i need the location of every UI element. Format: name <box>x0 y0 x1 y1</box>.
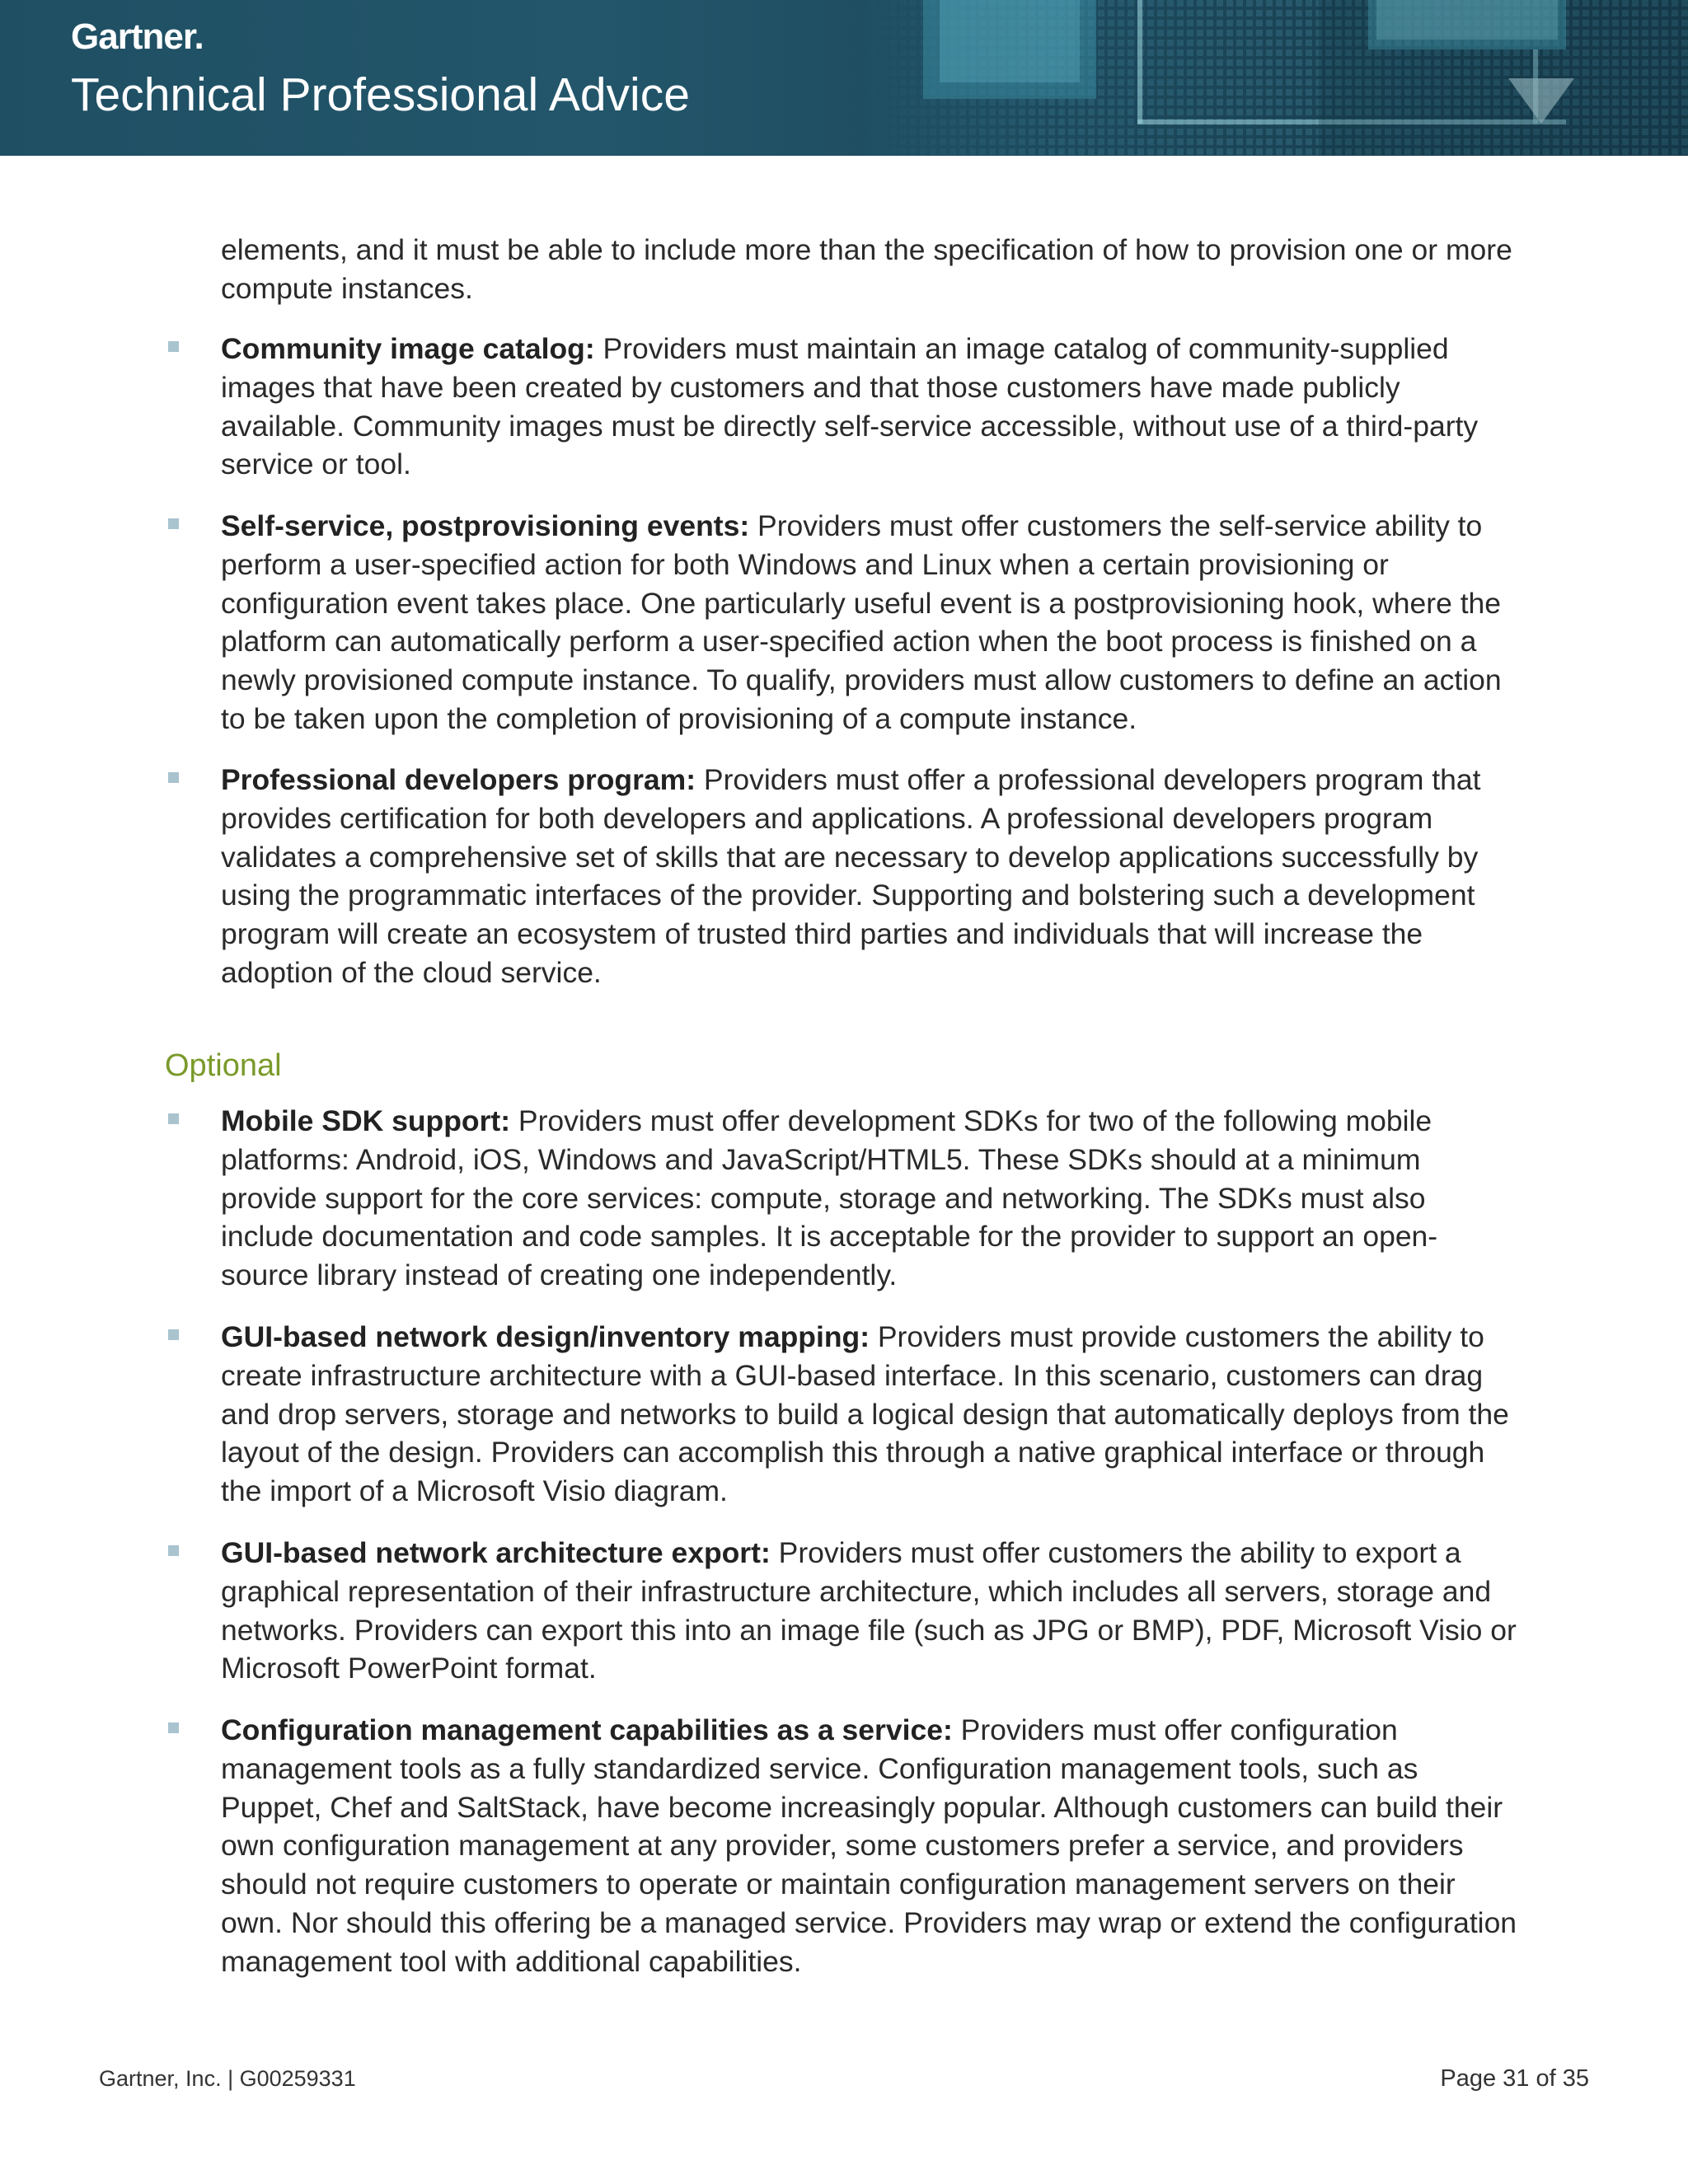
continuation-paragraph: elements, and it must be able to include more than the specification of how to provision one or more compute instances. <box>221 233 1512 305</box>
bullet-term: Community image catalog: <box>221 332 595 365</box>
section-heading-optional: Optional <box>165 1048 282 1083</box>
bullet-text: Providers must offer a professional developers program that provides certification for both developers and applications. A professional developers program validates a comprehensive set of skills that are necessary to develop applications successfully by using the programmatic interfaces of the provider. Supporting and bolstering such a development program will create an ecosystem of trusted third parties and individuals that will increase the adoption of the cloud service. <box>221 763 1481 989</box>
bullet-marker <box>168 1113 179 1124</box>
bullet-text: Providers must offer development SDKs for two of the following mobile platforms: Android, iOS, Windows and JavaScript/HTML5. These SDKs should at a minimum provide support for the core services: compute, storage and networking. The SDKs must also include documentation and code samples. It is acceptable for the provider to support an open-source library instead of creating one independently. <box>221 1104 1438 1292</box>
list-item <box>221 330 1523 484</box>
bullet-term: GUI-based network architecture export: <box>221 1536 771 1569</box>
footer-document-id: Gartner, Inc. | G00259331 <box>99 2066 356 2091</box>
bullet-text: Providers must offer configuration management tools as a fully standardized service. Configuration management tools, such as Puppet, Chef and SaltStack, have become increasingly popular. Although customers can build their own configuration management at any provider, some customers prefer a service, and providers should not require customers to operate or maintain configuration management servers on their own. Nor should this offering be a managed service. Providers may wrap or extend the configuration management tool with additional capabilities. <box>221 1713 1517 1978</box>
banner-title: Technical Professional Advice <box>71 68 690 121</box>
list-item <box>221 1534 1523 1688</box>
bullet-text: Providers must provide customers the ability to create infrastructure architecture with a GUI-based interface. In this scenario, customers can drag and drop servers, storage and networks to build a logical design that automatically deploys from the layout of the design. Providers can accomplish this through a native graphical interface or through the import of a Microsoft Visio diagram. <box>221 1320 1509 1508</box>
bullet-marker <box>168 1722 179 1733</box>
list-item <box>221 761 1523 992</box>
bullet-marker <box>168 1545 179 1556</box>
list-item <box>221 1711 1523 1981</box>
bullet-marker <box>168 341 179 352</box>
gartner-logo: Gartner. <box>71 16 204 57</box>
list-item <box>221 507 1523 738</box>
footer-page-number: Page 31 of 35 <box>1440 2065 1589 2092</box>
bullet-term: Self-service, postprovisioning events: <box>221 509 750 542</box>
list-item <box>221 1318 1523 1511</box>
bullet-term: GUI-based network design/inventory mapping: <box>221 1320 870 1353</box>
bullet-term: Professional developers program: <box>221 763 696 796</box>
bullet-term: Mobile SDK support: <box>221 1104 511 1137</box>
bullet-marker <box>168 518 179 529</box>
list-item <box>221 1102 1523 1295</box>
bullet-marker <box>168 1329 179 1340</box>
bullet-marker <box>168 772 179 783</box>
bullet-text: Providers must maintain an image catalog of community-supplied images that have been created by customers and that those customers have made publicly available. Community images must be directly self-service accessible, without use of a third-party service or tool. <box>221 332 1479 481</box>
header-banner <box>0 0 1688 156</box>
bullet-text: Providers must offer customers the self-service ability to perform a user-specified action for both Windows and Linux when a certain provisioning or configuration event takes place. One particularly useful event is a postprovisioning hook, where the platform can automatically perform a user-specified action when the boot process is finished on a newly provisioned compute instance. To qualify, providers must allow customers to define an action to be taken upon the completion of provisioning of a compute instance. <box>221 509 1502 735</box>
bullet-term: Configuration management capabilities as a service: <box>221 1713 953 1746</box>
bullet-text: Providers must offer customers the ability to export a graphical representation of their infrastructure architecture, which includes all servers, storage and networks. Providers can export this into an image file (such as JPG or BMP), PDF, Microsoft Visio or Microsoft PowerPoint format. <box>221 1536 1517 1685</box>
